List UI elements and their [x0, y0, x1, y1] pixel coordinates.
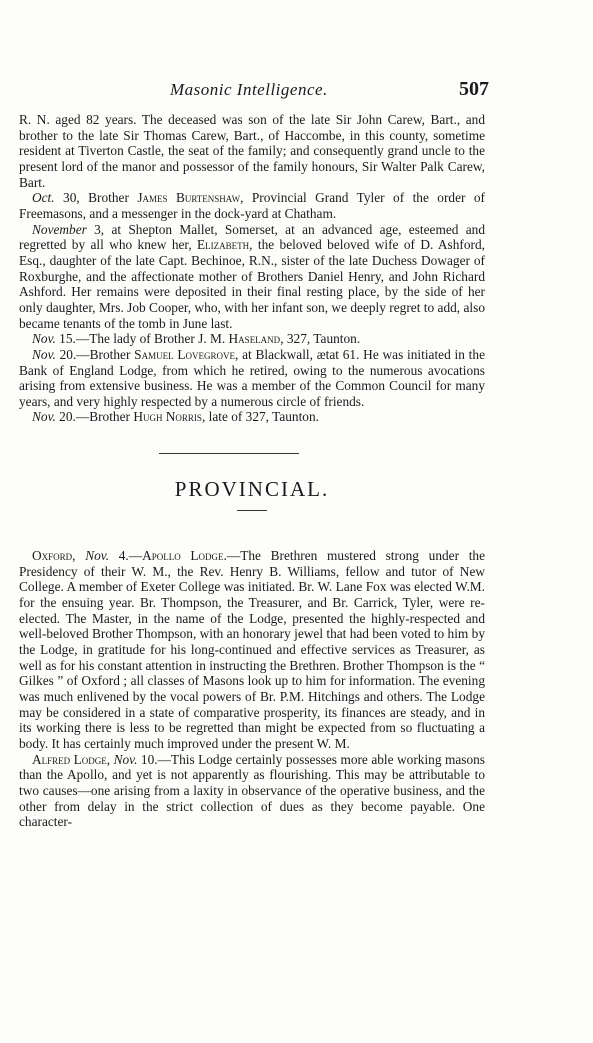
body-text: 20.—Brother	[55, 409, 134, 425]
page-body	[19, 112, 485, 830]
paragraph	[19, 190, 485, 221]
body-text: , late of 327, Taunton.	[201, 409, 319, 425]
body-text: ,	[72, 548, 86, 564]
body-text: 15.—The lady of Brother J. M.	[55, 331, 229, 347]
section-heading: PROVINCIAL.	[174, 477, 330, 502]
body-text: 10.—This Lodge certainly possesses more able working masons than the Apollo, and yet is not apparently as flourishing. This may be attributable to two causes—one arising from a laxity in observance of the operative business, and the other from delay in the strict collection of dues as they become payable. One character-	[19, 751, 485, 830]
section-divider	[159, 453, 299, 454]
date-text: Nov.	[85, 548, 110, 564]
body-text: ,	[106, 751, 114, 767]
paragraph	[19, 548, 485, 752]
name-text: Elizabeth	[197, 237, 250, 253]
paragraph	[19, 347, 485, 410]
paragraph	[19, 331, 485, 347]
body-text: , 327, Taunton.	[280, 331, 361, 347]
body-text: 20.—Brother	[55, 346, 135, 362]
date-text: Nov.	[32, 346, 56, 362]
running-title: Masonic Intelligence.	[170, 80, 328, 99]
paragraph	[19, 752, 485, 830]
body-text: 30, Brother	[54, 190, 138, 206]
name-text: Oxford	[32, 548, 73, 564]
name-text: Haseland	[228, 331, 281, 347]
date-text: Nov.	[32, 331, 56, 347]
body-text: .—The Brethren mustered strong under the Presidency of their W. M., the Rev. Henry B. Williams, fellow and tutor of New College. A member of Exeter College was initiated. Br. W. Lane Fox was elected W.M. for the ensuing year. Br. Thompson, the Treasurer, and Br. Carrick, Tyler, were re-elected. The Master, in the name of the Lodge, presented the highly-respected and well-beloved Brother Thompson, with an honorary jewel that had been voted to him by the Lodge, in gratitude for his long-continued and effective services as Treasurer, as well as for his constant attention in instructing the Brethren. Brother Thompson is the “ Gilkes ” of Oxford ; all classes of Masons look up to him for information. The evening was much enlivened by the vocal powers of Br. P.M. Hitchings and others. The Lodge may be considered in a state of comparative prosperity, its finances are steady, and in its working there is less to be regretted than might be expected from so fluctuating a body. It has certainly much improved under the present W. M.	[19, 548, 486, 751]
name-text: Samuel Lovegrove	[134, 346, 236, 362]
name-text: Apollo Lodge	[142, 548, 224, 564]
date-text: Nov.	[32, 409, 56, 425]
page-header	[20, 80, 489, 110]
page-number: 507	[459, 78, 489, 100]
paragraph	[19, 222, 485, 332]
body-text: 3, at Shepton Mallet, Somerset, at an advanced age, esteemed and regretted by all who knew her,	[19, 221, 485, 253]
name-text: Hugh Norris	[133, 409, 202, 425]
paragraph	[19, 112, 485, 190]
provincial-section	[19, 548, 485, 830]
name-text: Alfred Lodge	[32, 751, 107, 767]
body-text: , at Blackwall, ætat 61. He was initiated in the Bank of England Lodge, from which he retired, owing to the numerous avocations arising from extensive business. He was a member of the Common Council for many years, and very highly respected by a numerous circle of friends.	[19, 346, 485, 409]
body-text: R. N. aged 82 years. The deceased was son of the late Sir John Carew, Bart., and brother to the late Sir Thomas Carew, Bart., of Haccombe, in this county, sometime resident at Tiverton Castle, the seat of the family; and consequently grand uncle to the present lord of the manor and possessor of the family honours, Sir Walter Palk Carew, Bart.	[19, 112, 485, 190]
name-text: James Burtenshaw	[137, 190, 241, 206]
body-text: , Provincial Grand Tyler of the order of Freemasons, and a messenger in the dock-yard at Chatham.	[19, 190, 486, 221]
date-text: Oct.	[32, 190, 55, 206]
obituary-section	[19, 112, 485, 425]
paragraph	[19, 409, 485, 425]
body-text: 4.—	[109, 548, 143, 564]
heading-rule	[237, 510, 267, 511]
date-text: November	[32, 221, 87, 237]
body-text: , the beloved beloved wife of D. Ashford, Esq., daughter of the late Capt. Bechinoe, R.N., sister of the late Duchess Dowager of Roxburghe, and the affectionate mother of Brothers Daniel Henry, and John Richard Ashford. Her remains were deposited in their final resting place, by the side of her only daughter, Mrs. Job Cooper, who, with her infant son, we deeply regret to add, also became tenants of the tomb in June last.	[19, 237, 485, 331]
date-text: Nov.	[113, 751, 138, 767]
